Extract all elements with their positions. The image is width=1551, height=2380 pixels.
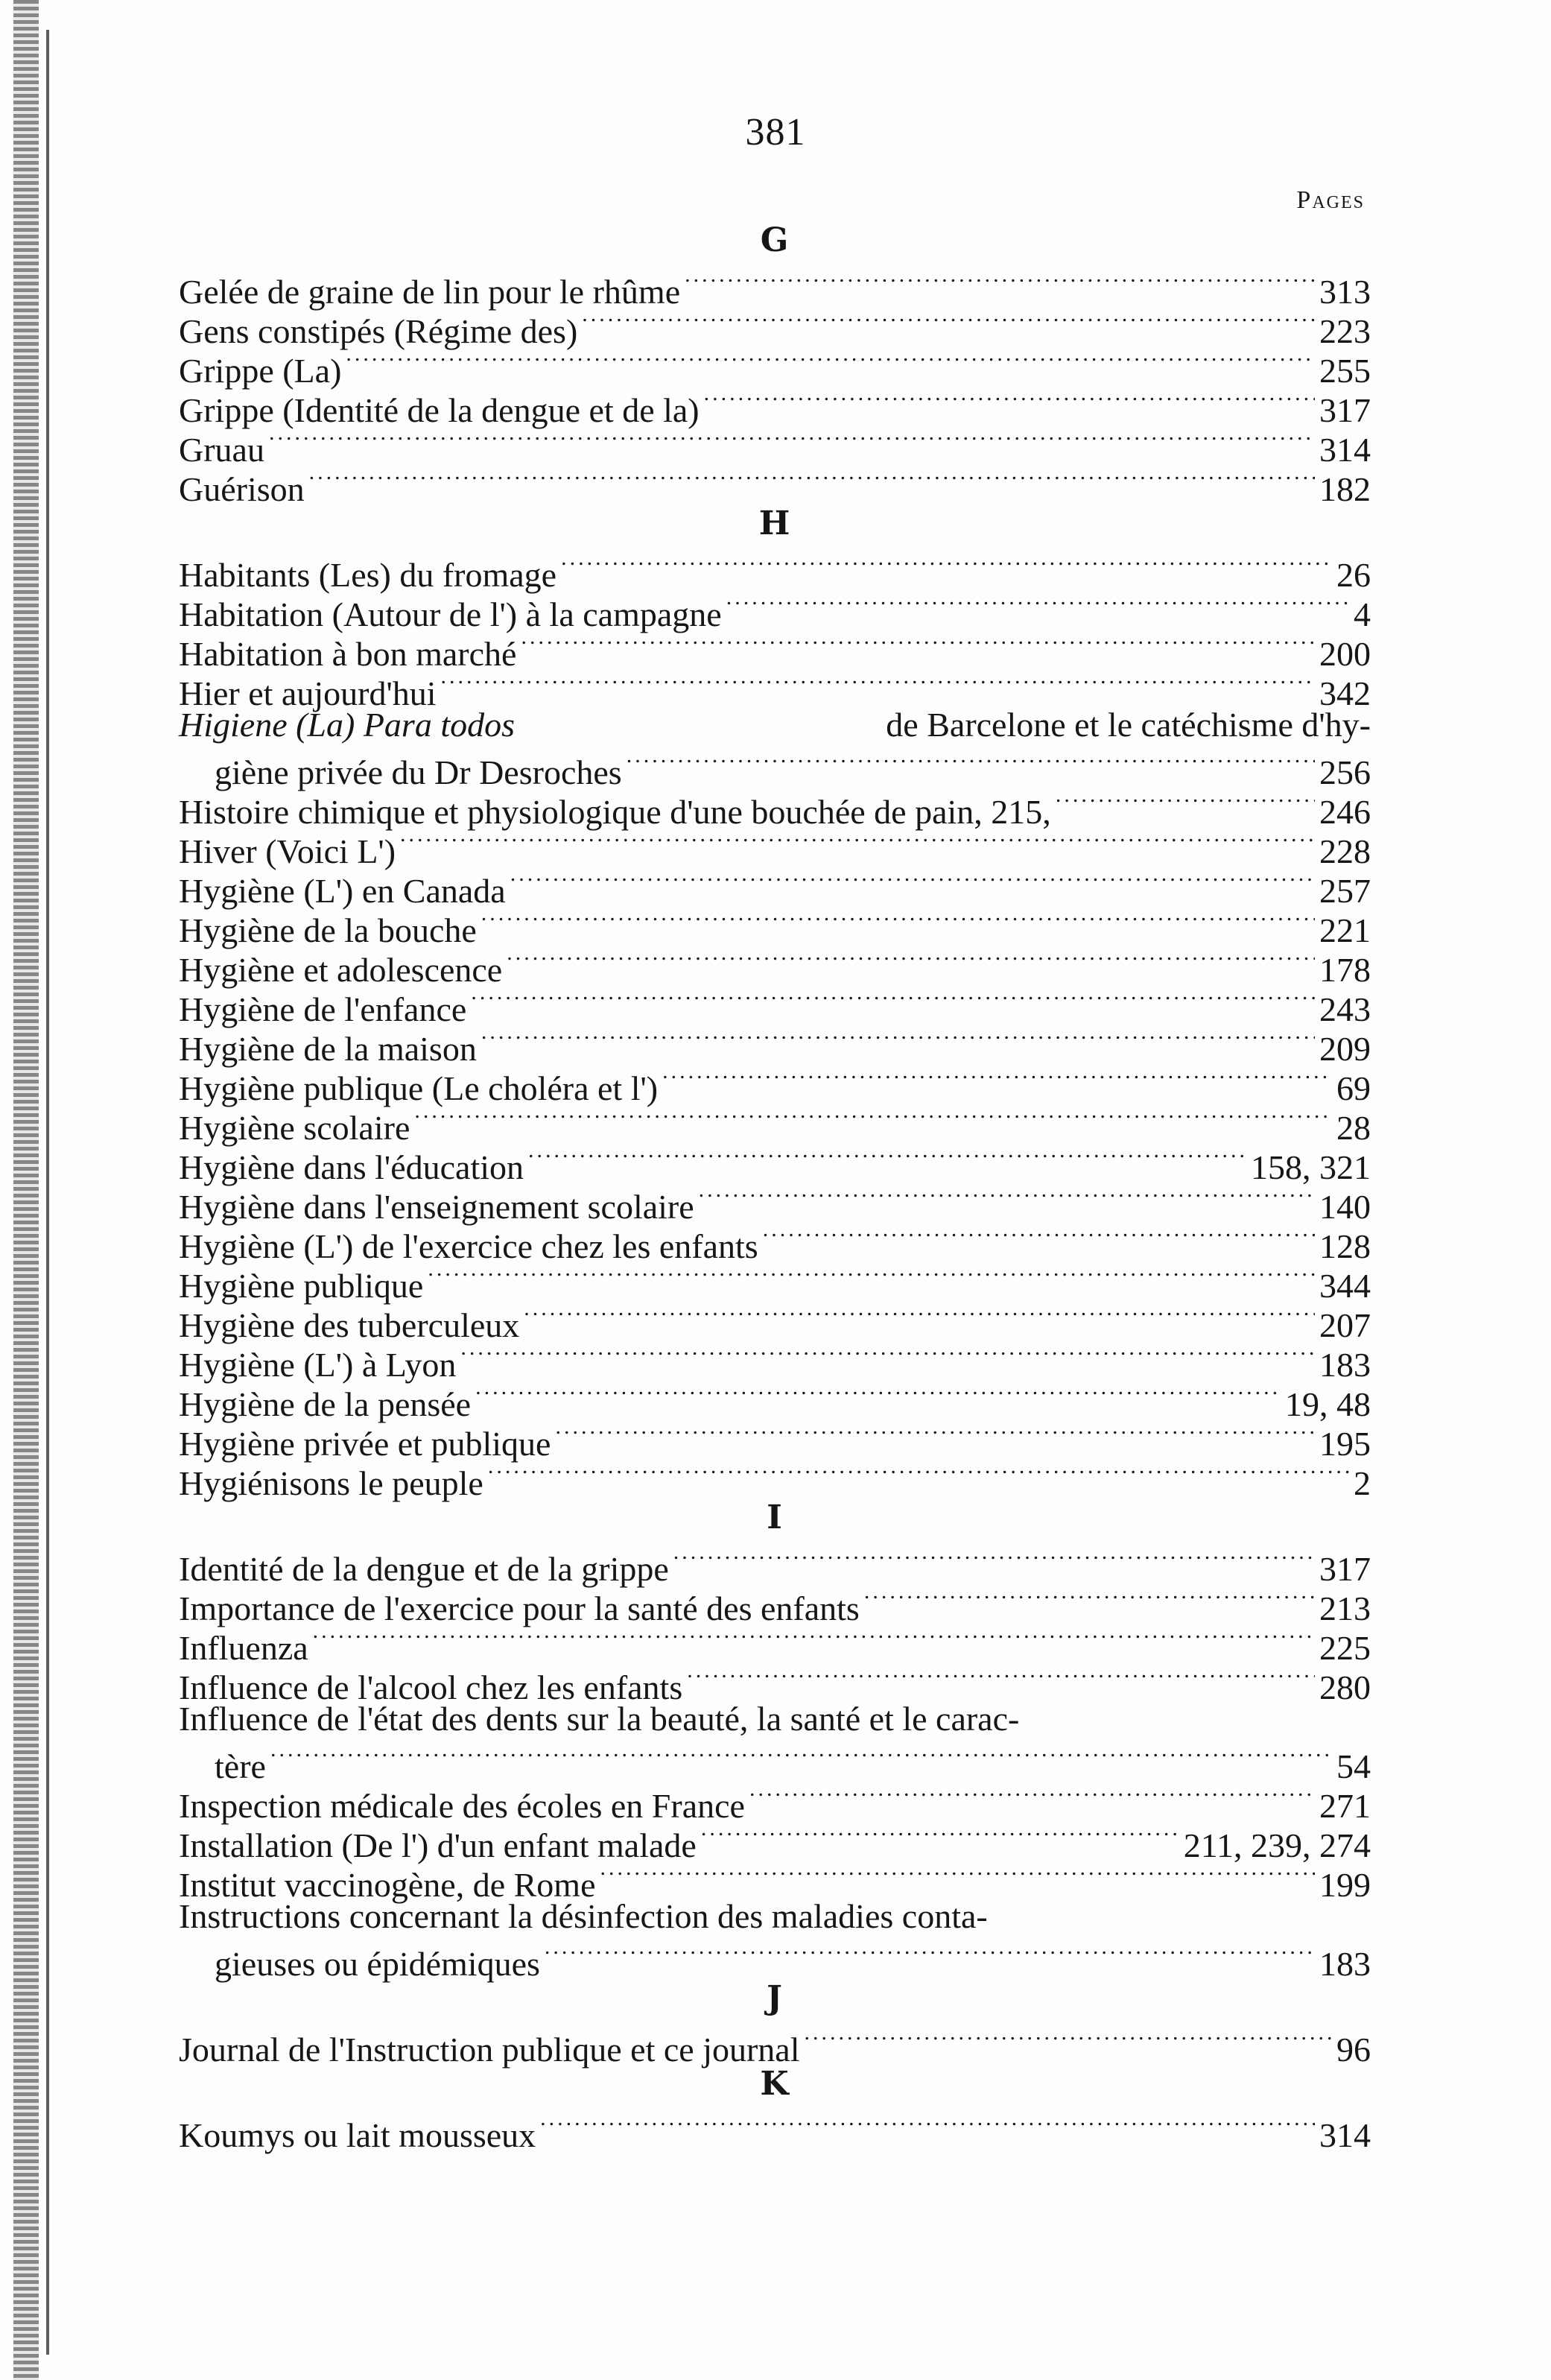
entry-page-numbers: 140: [1319, 1188, 1371, 1226]
dot-leader: [864, 1580, 1315, 1620]
entry-page-numbers: 128: [1319, 1227, 1371, 1265]
index-entry: [179, 705, 1371, 791]
dot-leader: [673, 1541, 1315, 1580]
entry-term: Hygiénisons le peuple: [179, 1464, 483, 1502]
dot-leader: [488, 1455, 1349, 1495]
section-letter: K: [760, 2065, 790, 2103]
index-entry: [179, 1139, 1371, 1186]
entry-term: Hier et aujourd'hui: [179, 674, 437, 712]
index-section: [179, 218, 1371, 508]
entry-page-numbers: 178: [1319, 951, 1371, 989]
dot-leader: [540, 2107, 1315, 2147]
dot-leader: [507, 942, 1315, 981]
index-entry: [179, 2022, 1371, 2069]
entry-page-numbers: 69: [1336, 1069, 1371, 1107]
entry-page-numbers: 280: [1319, 1668, 1371, 1706]
index-entry: [179, 422, 1371, 469]
index-entry: [179, 626, 1371, 673]
entry-term: Installation (De l') d'un enfant malade: [179, 1826, 697, 1864]
dot-leader: [545, 1936, 1315, 1975]
entry-term: Hygiène et adolescence: [179, 951, 503, 989]
entry-first-line: [179, 1896, 1371, 1936]
entry-term: Gens constipés (Régime des): [179, 312, 578, 350]
dot-leader: [662, 1060, 1332, 1100]
index-entry: [179, 1337, 1371, 1384]
index-section: [179, 1495, 1371, 1983]
index-entry: [179, 1778, 1371, 1825]
index-entry: [179, 1376, 1371, 1423]
index-entry: [179, 1896, 1371, 1983]
entry-page-numbers: 313: [1319, 273, 1371, 311]
dot-leader: [627, 744, 1315, 784]
index-entry: [179, 823, 1371, 870]
entry-term: Hygiène (L') à Lyon: [179, 1346, 457, 1384]
index-entry: [179, 1817, 1371, 1864]
dot-leader: [346, 343, 1315, 382]
dot-leader: [313, 1620, 1315, 1659]
dot-leader: [428, 1258, 1315, 1297]
entry-term: Inspection médicale des écoles en France: [179, 1787, 745, 1825]
entry-page-numbers: 246: [1319, 793, 1371, 831]
dot-leader: [475, 1376, 1281, 1416]
index-entry: [179, 1416, 1371, 1463]
entry-term: Hygiène publique (Le choléra et l'): [179, 1069, 659, 1107]
dot-leader: [400, 823, 1315, 863]
dot-leader: [726, 586, 1349, 626]
index-entry: [179, 1179, 1371, 1226]
entry-first-line-text: de Barcelone et le catéchisme d'hy-: [886, 706, 1371, 744]
dot-leader: [805, 2022, 1332, 2061]
index-entry: [179, 981, 1371, 1028]
entry-term: Grippe (La): [179, 352, 342, 390]
entry-page-numbers: 199: [1319, 1866, 1371, 1904]
dot-leader: [749, 1778, 1315, 1817]
entry-page-numbers: 271: [1319, 1787, 1371, 1825]
index-entry: [179, 1659, 1371, 1706]
entry-term: Influenza: [179, 1629, 308, 1667]
entry-term: Hiver (Voici L'): [179, 832, 396, 870]
index-entry: [179, 1857, 1371, 1904]
entry-page-numbers: 209: [1319, 1030, 1371, 1068]
entry-term: Histoire chimique et physiologique d'une bouchée de pain, 215,: [179, 793, 1051, 831]
entry-first-line-text: Influence de l'état des dents sur la beauté, la santé et le carac-: [179, 1700, 1020, 1738]
entry-italic-title: Higiene (La) Para todos: [179, 706, 516, 744]
entry-page-numbers: 228: [1319, 832, 1371, 870]
entry-term: Influence de l'alcool chez les enfants: [179, 1668, 683, 1706]
entry-term: tère: [215, 1747, 266, 1785]
dot-leader: [481, 1021, 1315, 1060]
entry-page-numbers: 54: [1336, 1747, 1371, 1785]
index-entry: [179, 1297, 1371, 1344]
entry-page-numbers: 255: [1319, 352, 1371, 390]
entry-page-numbers: 317: [1319, 1550, 1371, 1588]
section-letter: I: [767, 1498, 783, 1536]
entry-term: gieuses ou épidémiques: [215, 1945, 540, 1983]
dot-leader: [269, 422, 1315, 461]
index-entry: [179, 2107, 1371, 2154]
section-letter: J: [767, 1979, 783, 2017]
dot-leader: [561, 547, 1332, 586]
entry-term: Grippe (Identité de la dengue et de la): [179, 391, 700, 429]
dot-leader: [699, 1179, 1315, 1218]
index-entry: [179, 264, 1371, 311]
entry-page-numbers: 195: [1319, 1425, 1371, 1463]
index-entry: [179, 1021, 1371, 1068]
index-entry: [179, 1455, 1371, 1502]
binding-line: [46, 30, 49, 2355]
entry-page-numbers: 317: [1319, 391, 1371, 429]
index-entry: [179, 863, 1371, 910]
dot-leader: [600, 1857, 1315, 1896]
index-entry: [179, 303, 1371, 350]
dot-leader: [524, 1297, 1315, 1337]
entry-page-numbers: 207: [1319, 1306, 1371, 1344]
index-entry: [179, 1258, 1371, 1305]
dot-leader: [510, 863, 1315, 902]
dot-leader: [471, 981, 1315, 1021]
entry-term: Hygiène de la pensée: [179, 1385, 472, 1423]
dot-leader: [582, 303, 1315, 343]
entry-term: Hygiène de la maison: [179, 1030, 477, 1068]
entry-term: Hygiène (L') de l'exercice chez les enfants: [179, 1227, 758, 1265]
entry-page-numbers: 342: [1319, 674, 1371, 712]
entry-first-line-text: Instructions concernant la désinfection des maladies conta-: [179, 1897, 988, 1935]
entry-page-numbers: 183: [1319, 1346, 1371, 1384]
index-entry: [179, 1580, 1371, 1627]
entry-term: Hygiène scolaire: [179, 1109, 410, 1147]
index-entry: [179, 343, 1371, 390]
entry-page-numbers: 257: [1319, 872, 1371, 910]
dot-leader: [521, 626, 1315, 665]
entry-page-numbers: 314: [1319, 2116, 1371, 2154]
dot-leader: [687, 1659, 1315, 1699]
entry-term: Hygiène privée et publique: [179, 1425, 551, 1463]
dot-leader: [528, 1139, 1246, 1179]
dot-leader: [481, 902, 1315, 942]
page-number: 381: [745, 111, 806, 154]
alphabetical-index: [179, 218, 1371, 2154]
index-section: [179, 2061, 1371, 2154]
entry-page-numbers: 344: [1319, 1267, 1371, 1305]
entry-term: Hygiène publique: [179, 1267, 424, 1305]
entry-page-numbers: 19, 48: [1285, 1385, 1371, 1423]
index-entry: [179, 784, 1371, 831]
entry-page-numbers: 183: [1319, 1945, 1371, 1983]
entry-term: Habitants (Les) du fromage: [179, 556, 557, 594]
index-entry: [179, 1541, 1371, 1588]
index-entry: [179, 1218, 1371, 1265]
dot-leader: [704, 382, 1315, 422]
binding-edge: [13, 0, 39, 2380]
dot-leader: [701, 1817, 1179, 1857]
entry-term: Hygiène (L') en Canada: [179, 872, 506, 910]
entry-term: Habitation (Autour de l') à la campagne: [179, 595, 722, 633]
dot-leader: [441, 665, 1315, 705]
index-entry: [179, 1620, 1371, 1667]
index-section: [179, 501, 1371, 1502]
entry-term: Koumys ou lait mousseux: [179, 2116, 536, 2154]
entry-term: Gruau: [179, 431, 264, 469]
entry-page-numbers: 256: [1319, 753, 1371, 791]
entry-page-numbers: 221: [1319, 911, 1371, 949]
entry-page-numbers: 223: [1319, 312, 1371, 350]
index-section: [179, 1975, 1371, 2069]
entry-term: Identité de la dengue et de la grippe: [179, 1550, 669, 1588]
index-entry: [179, 665, 1371, 712]
entry-term: Hygiène des tuberculeux: [179, 1306, 520, 1344]
index-entry: [179, 586, 1371, 633]
entry-page-numbers: 26: [1336, 556, 1371, 594]
dot-leader: [414, 1100, 1332, 1139]
entry-term: Habitation à bon marché: [179, 635, 517, 673]
dot-leader: [1056, 784, 1315, 823]
section-letter: G: [760, 221, 790, 259]
index-entry: [179, 902, 1371, 949]
entry-page-numbers: 225: [1319, 1629, 1371, 1667]
entry-term: Institut vaccinogène, de Rome: [179, 1866, 596, 1904]
entry-term: Gelée de graine de lin pour le rhûme: [179, 273, 681, 311]
index-entry: [179, 461, 1371, 508]
entry-page-numbers: 96: [1336, 2031, 1371, 2069]
entry-page-numbers: 4: [1354, 595, 1371, 633]
entry-term: Importance de l'exercice pour la santé des enfants: [179, 1589, 860, 1627]
entry-page-numbers: 314: [1319, 431, 1371, 469]
index-entry: [179, 547, 1371, 594]
entry-page-numbers: 211, 239, 274: [1183, 1826, 1371, 1864]
dot-leader: [555, 1416, 1315, 1455]
entry-term: Hygiène de la bouche: [179, 911, 477, 949]
entry-term: Guérison: [179, 470, 305, 508]
entry-term: Hygiène dans l'enseignement scolaire: [179, 1188, 694, 1226]
section-letter: H: [758, 504, 791, 542]
entry-term: giène privée du Dr Desroches: [215, 753, 622, 791]
entry-page-numbers: 243: [1319, 990, 1371, 1028]
index-entry: [179, 942, 1371, 989]
entry-page-numbers: 158, 321: [1251, 1148, 1371, 1186]
entry-page-numbers: 28: [1336, 1109, 1371, 1147]
index-entry: [179, 1060, 1371, 1107]
dot-leader: [460, 1337, 1315, 1376]
pages-column-header: Pages: [1296, 186, 1365, 214]
dot-leader: [309, 461, 1315, 501]
dot-leader: [763, 1218, 1315, 1258]
entry-page-numbers: 213: [1319, 1589, 1371, 1627]
dot-leader: [685, 264, 1315, 303]
entry-page-numbers: 200: [1319, 635, 1371, 673]
index-entry: [179, 382, 1371, 429]
entry-term: Hygiène de l'enfance: [179, 990, 467, 1028]
entry-page-numbers: 2: [1354, 1464, 1371, 1502]
entry-page-numbers: 182: [1319, 470, 1371, 508]
entry-first-line: [179, 1699, 1371, 1738]
entry-term: Journal de l'Instruction publique et ce journal: [179, 2031, 800, 2069]
index-entry: [179, 1100, 1371, 1147]
dot-leader: [270, 1738, 1332, 1778]
entry-term: Hygiène dans l'éducation: [179, 1148, 524, 1186]
index-entry: [179, 1699, 1371, 1785]
entry-first-line: [179, 705, 1371, 744]
